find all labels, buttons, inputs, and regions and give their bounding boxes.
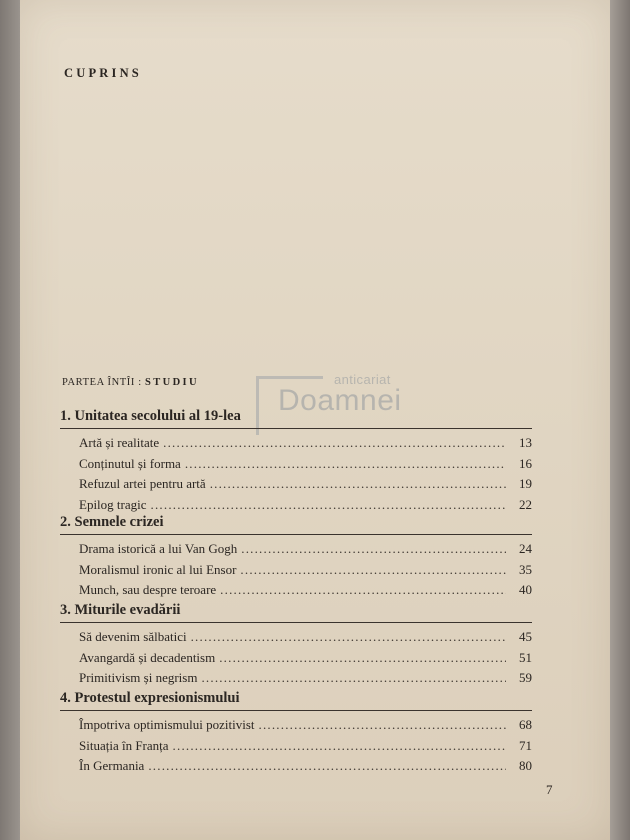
watermark-line1: anticariat (334, 372, 391, 387)
section-rule (60, 622, 532, 623)
entry-label: Epilog tragic (79, 496, 147, 512)
entry-page: 19 (519, 476, 532, 491)
book-page (20, 0, 610, 840)
section-rule (60, 534, 532, 535)
entry-page: 71 (519, 737, 532, 753)
toc-section-1 (60, 406, 532, 515)
toc-entry (60, 627, 532, 648)
page-edge-right (610, 0, 630, 840)
dot-leader (219, 648, 506, 669)
entry-page: 40 (519, 582, 532, 597)
dot-leader (210, 474, 506, 495)
entry-label: Conținutul și forma (79, 455, 181, 471)
entry-page: 59 (519, 670, 532, 685)
entry-label: Să devenim sălbatici (79, 629, 187, 644)
toc-entry (60, 539, 532, 560)
entry-page: 22 (519, 496, 532, 512)
toc-entry (60, 474, 532, 495)
part-heading (62, 377, 199, 388)
section-title: 3. Miturile evadării (60, 602, 181, 618)
part-prefix: PARTEA ÎNTÎI : (62, 377, 142, 388)
entry-page: 80 (519, 758, 532, 773)
dot-leader (241, 539, 506, 560)
toc-section-3 (60, 600, 532, 689)
entry-page: 68 (519, 717, 532, 732)
page-title: CUPRINS (64, 66, 142, 80)
section-title: 2. Semnele crizei (60, 514, 164, 530)
toc-entry (60, 580, 532, 601)
dot-leader (191, 627, 506, 648)
entry-label: Împotriva optimismului pozitivist (79, 717, 255, 732)
dot-leader (201, 668, 506, 689)
dot-leader (173, 736, 506, 757)
toc-entry (60, 560, 532, 581)
toc-entry (60, 454, 532, 475)
entry-label: Munch, sau despre teroare (79, 582, 217, 597)
section-rule (60, 428, 532, 429)
page-number: 7 (546, 782, 553, 797)
entry-page: 51 (519, 649, 532, 665)
toc-entry (60, 715, 532, 736)
entry-page: 35 (519, 561, 532, 577)
watermark-line2: Doamnei (278, 384, 402, 417)
section-title: 1. Unitatea secolului al 19-lea (60, 408, 241, 424)
toc-entry (60, 668, 532, 689)
entry-label: Avangardă și decadentism (79, 649, 216, 665)
entry-page: 45 (519, 629, 532, 644)
entry-page: 16 (519, 455, 532, 471)
part-name: STUDIU (144, 377, 200, 388)
entry-label: Primitivism și negrism (79, 670, 198, 685)
entry-label: Drama istorică a lui Van Gogh (79, 541, 238, 556)
dot-leader (185, 454, 506, 475)
toc-entry (60, 736, 532, 757)
entry-label: Moralismul ironic al lui Ensor (79, 561, 237, 577)
section-title: 4. Protestul expresionismului (60, 690, 240, 706)
entry-label: În Germania (79, 758, 145, 773)
page-edge-left (0, 0, 20, 840)
toc-section-4 (60, 688, 532, 777)
entry-label: Situația în Franța (79, 737, 169, 753)
dot-leader (148, 756, 506, 777)
dot-leader (259, 715, 507, 736)
dot-leader (220, 580, 506, 601)
entry-label: Refuzul artei pentru artă (79, 476, 206, 491)
entry-page: 13 (519, 435, 532, 450)
dot-leader (163, 433, 506, 454)
toc-section-2 (60, 512, 532, 601)
entry-page: 24 (519, 541, 532, 556)
entry-label: Artă și realitate (79, 435, 160, 450)
section-rule (60, 710, 532, 711)
toc-entry (60, 433, 532, 454)
toc-entry (60, 648, 532, 669)
dot-leader (240, 560, 506, 581)
toc-entry (60, 756, 532, 777)
